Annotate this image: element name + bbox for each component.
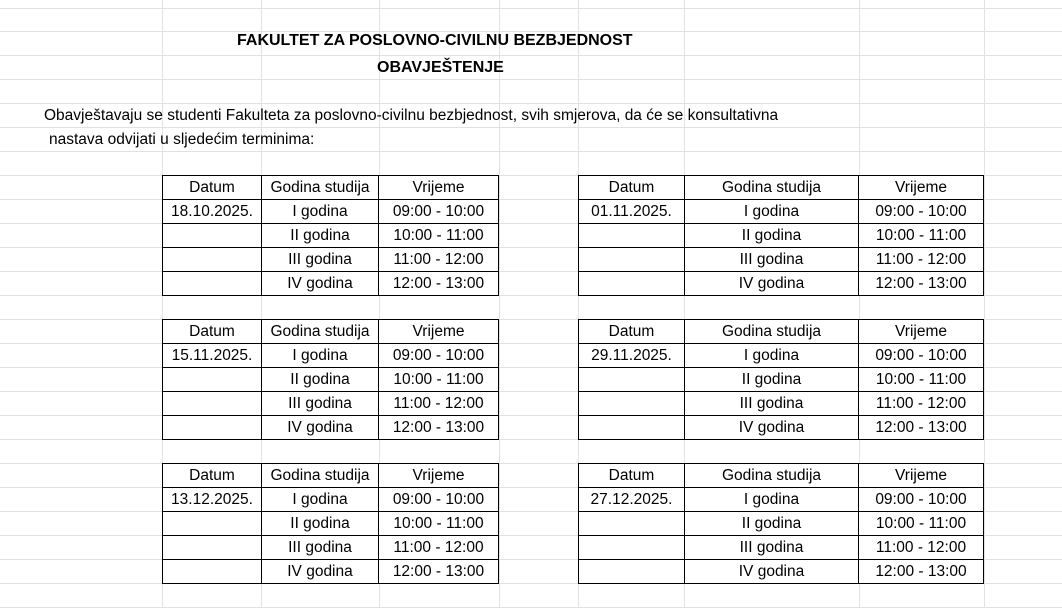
year-cell[interactable]: II godina [685,368,859,392]
time-cell[interactable]: 09:00 - 10:00 [859,488,984,512]
table-row [579,200,984,224]
year-cell[interactable]: I godina [685,344,859,368]
empty-cell[interactable] [163,272,262,296]
table-row [163,200,499,224]
empty-cell[interactable] [163,560,262,584]
year-cell[interactable]: IV godina [685,560,859,584]
empty-cell[interactable] [579,512,685,536]
time-cell[interactable]: 09:00 - 10:00 [379,488,499,512]
notice-title[interactable]: OBAVJEŠTENJE [377,59,504,76]
empty-cell[interactable] [579,392,685,416]
year-cell[interactable]: I godina [262,200,379,224]
table-row [579,536,984,560]
time-cell[interactable]: 12:00 - 13:00 [859,560,984,584]
empty-cell[interactable] [579,416,685,440]
header-date[interactable]: Datum [163,464,262,488]
table-row [163,344,499,368]
table-row [579,512,984,536]
empty-cell[interactable] [579,368,685,392]
schedule-table-3 [162,319,499,440]
time-cell[interactable]: 11:00 - 12:00 [379,392,499,416]
header-time[interactable]: Vrijeme [379,464,499,488]
table-row [579,416,984,440]
time-cell[interactable]: 11:00 - 12:00 [859,392,984,416]
header-year[interactable]: Godina studija [685,464,859,488]
empty-cell[interactable] [579,560,685,584]
time-cell[interactable]: 12:00 - 13:00 [379,272,499,296]
header-date[interactable]: Datum [579,176,685,200]
time-cell[interactable]: 11:00 - 12:00 [379,248,499,272]
year-cell[interactable]: I godina [685,200,859,224]
header-time[interactable]: Vrijeme [379,176,499,200]
time-cell[interactable]: 09:00 - 10:00 [859,200,984,224]
year-cell[interactable]: II godina [262,368,379,392]
year-cell[interactable]: III godina [685,392,859,416]
schedule-table-6 [578,463,984,584]
date-cell[interactable]: 01.11.2025. [579,200,685,224]
date-cell[interactable]: 13.12.2025. [163,488,262,512]
header-time[interactable]: Vrijeme [859,320,984,344]
table-row [163,224,499,248]
date-cell[interactable]: 15.11.2025. [163,344,262,368]
time-cell[interactable]: 09:00 - 10:00 [379,200,499,224]
year-cell[interactable]: III godina [685,248,859,272]
schedule-table-2 [578,175,984,296]
table-row [163,560,499,584]
header-year[interactable]: Godina studija [262,464,379,488]
year-cell[interactable]: III godina [262,536,379,560]
time-cell[interactable]: 11:00 - 12:00 [379,536,499,560]
time-cell[interactable]: 12:00 - 13:00 [379,416,499,440]
year-cell[interactable]: II godina [685,224,859,248]
year-cell[interactable]: IV godina [685,416,859,440]
header-date[interactable]: Datum [163,320,262,344]
year-cell[interactable]: I godina [685,488,859,512]
time-cell[interactable]: 09:00 - 10:00 [859,344,984,368]
time-cell[interactable]: 10:00 - 11:00 [859,224,984,248]
time-cell[interactable]: 10:00 - 11:00 [379,512,499,536]
year-cell[interactable]: III godina [262,392,379,416]
schedule-table-1 [162,175,499,296]
year-cell[interactable]: IV godina [262,272,379,296]
year-cell[interactable]: II godina [262,224,379,248]
table-row [163,248,499,272]
table-row [163,392,499,416]
table-row [579,392,984,416]
date-cell[interactable]: 29.11.2025. [579,344,685,368]
year-cell[interactable]: I godina [262,344,379,368]
table-row [579,368,984,392]
header-row [579,464,984,488]
header-row [579,320,984,344]
time-cell[interactable]: 10:00 - 11:00 [859,512,984,536]
year-cell[interactable]: IV godina [262,560,379,584]
table-row [579,248,984,272]
year-cell[interactable]: IV godina [685,272,859,296]
date-cell[interactable]: 18.10.2025. [163,200,262,224]
faculty-title[interactable]: FAKULTET ZA POSLOVNO-CIVILNU BEZBJEDNOST [237,32,633,49]
empty-cell[interactable] [163,536,262,560]
header-date[interactable]: Datum [579,464,685,488]
header-time[interactable]: Vrijeme [859,176,984,200]
time-cell[interactable]: 10:00 - 11:00 [859,368,984,392]
table-row [163,368,499,392]
year-cell[interactable]: II godina [685,512,859,536]
empty-cell[interactable] [163,416,262,440]
table-row [163,512,499,536]
schedule-table-5 [162,463,499,584]
time-cell[interactable]: 10:00 - 11:00 [379,224,499,248]
header-date[interactable]: Datum [163,176,262,200]
table-row [579,224,984,248]
empty-cell[interactable] [163,224,262,248]
year-cell[interactable]: I godina [262,488,379,512]
empty-cell[interactable] [579,224,685,248]
time-cell[interactable]: 09:00 - 10:00 [379,344,499,368]
header-year[interactable]: Godina studija [685,176,859,200]
date-cell[interactable]: 27.12.2025. [579,488,685,512]
empty-cell[interactable] [579,248,685,272]
header-year[interactable]: Godina studija [262,320,379,344]
empty-cell[interactable] [579,272,685,296]
time-cell[interactable]: 12:00 - 13:00 [859,272,984,296]
header-date[interactable]: Datum [579,320,685,344]
header-year[interactable]: Godina studija [262,176,379,200]
header-row [163,464,499,488]
header-time[interactable]: Vrijeme [379,320,499,344]
year-cell[interactable]: IV godina [262,416,379,440]
header-year[interactable]: Godina studija [685,320,859,344]
year-cell[interactable]: III godina [262,248,379,272]
table-row [579,560,984,584]
intro-line-2[interactable]: nastava odvijati u sljedećim terminima: [49,131,315,148]
header-row [163,176,499,200]
header-time[interactable]: Vrijeme [859,464,984,488]
empty-cell[interactable] [163,512,262,536]
intro-line-1[interactable]: Obavještavaju se studenti Fakulteta za poslovno-civilnu bezbjednost, svih smjerova, da će se konsultativna [44,107,779,124]
header-row [163,320,499,344]
empty-cell[interactable] [163,368,262,392]
table-row [163,272,499,296]
empty-cell[interactable] [579,536,685,560]
table-row [163,536,499,560]
time-cell[interactable]: 11:00 - 12:00 [859,248,984,272]
year-cell[interactable]: III godina [685,536,859,560]
table-row [579,272,984,296]
time-cell[interactable]: 11:00 - 12:00 [859,536,984,560]
table-row [163,416,499,440]
schedule-table-4 [578,319,984,440]
header-row [579,176,984,200]
empty-cell[interactable] [163,392,262,416]
year-cell[interactable]: II godina [262,512,379,536]
table-row [579,344,984,368]
table-row [579,488,984,512]
time-cell[interactable]: 12:00 - 13:00 [379,560,499,584]
empty-cell[interactable] [163,248,262,272]
time-cell[interactable]: 12:00 - 13:00 [859,416,984,440]
time-cell[interactable]: 10:00 - 11:00 [379,368,499,392]
table-row [163,488,499,512]
